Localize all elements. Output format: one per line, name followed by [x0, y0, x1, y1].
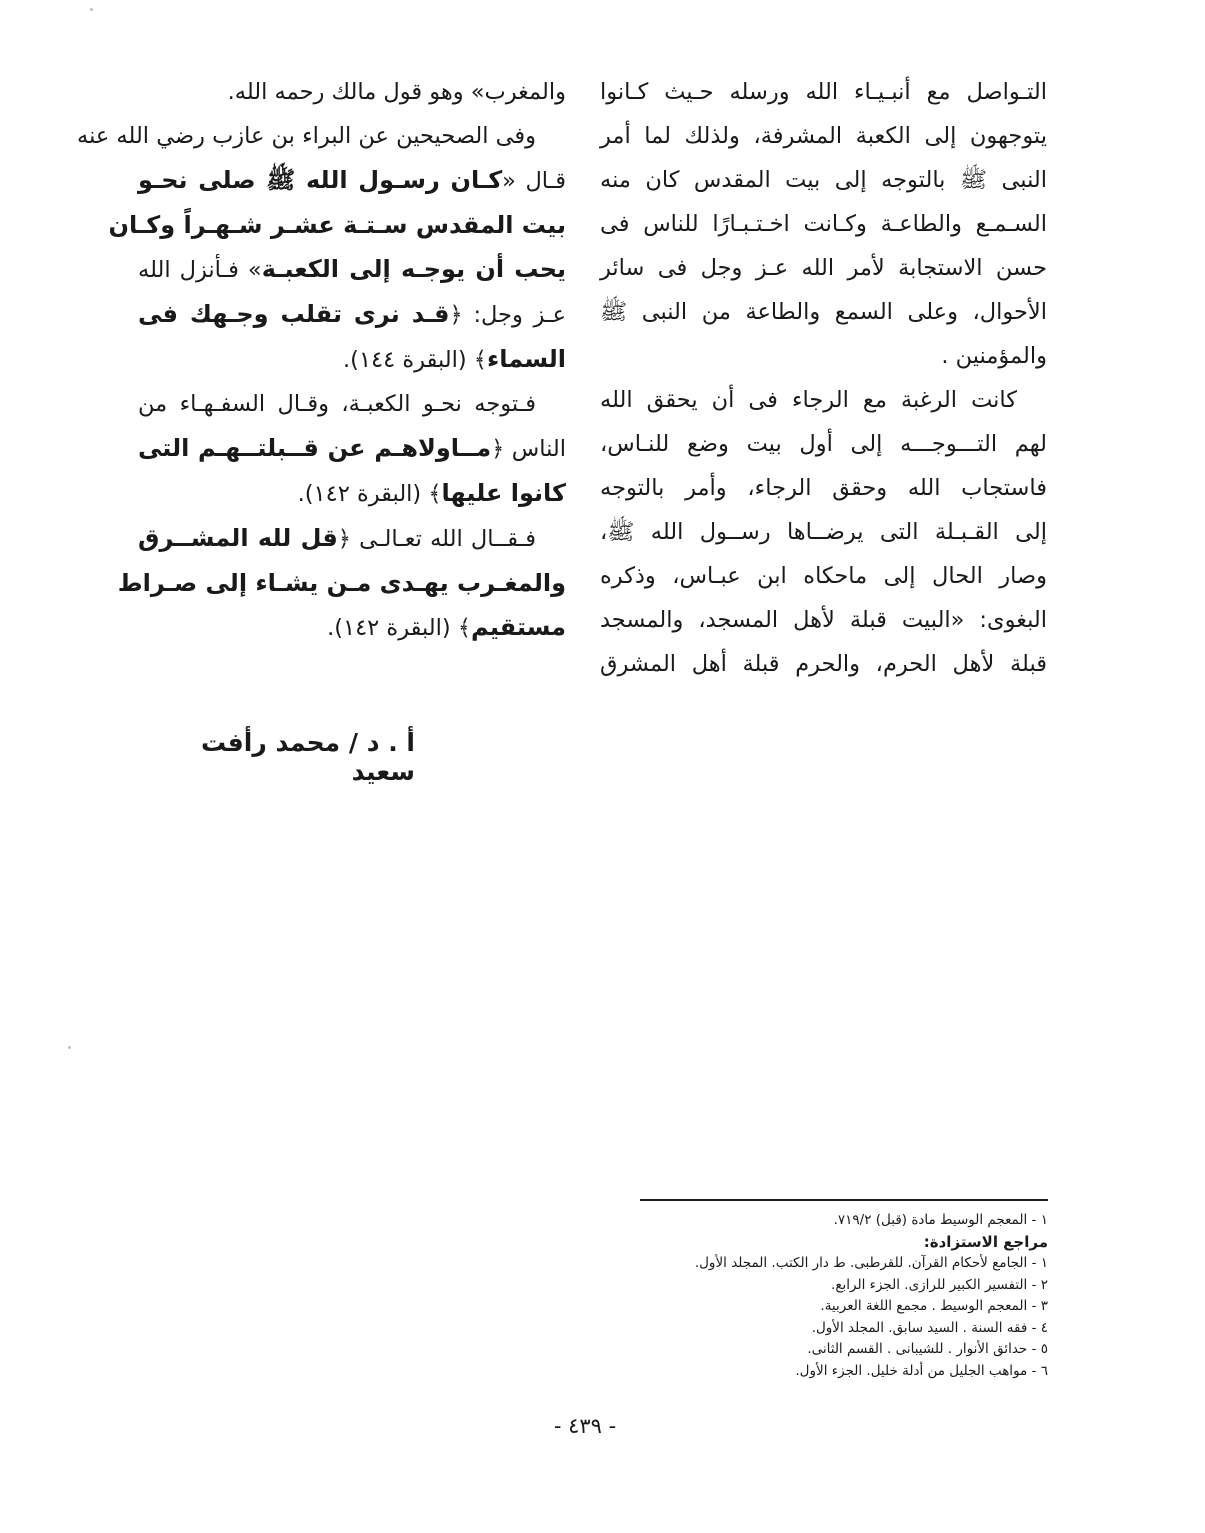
text-run: » فـأنزل الله	[138, 257, 262, 283]
text-line: لهم التـــوجـــه إلى أول بيت وضع للنـاس،	[600, 431, 1047, 457]
text-line	[138, 247, 566, 292]
text-line: يتوجهون إلى الكعبة المشرفة، ولذلك لما أمر	[600, 123, 1047, 149]
text-line: قبلة لأهل الحرم، والحرم قبلة أهل المشرق	[600, 651, 1047, 677]
reference-item: ٢ - التفسير الكبير للرازى. الجزء الرابع.	[831, 1276, 1048, 1293]
text-line: والمؤمنين .	[941, 343, 1047, 369]
author-signature: أ . د / محمد رأفت سعيد	[200, 728, 415, 786]
reference-item: ٦ - مواهب الجليل من أدلة خليل. الجزء الأول.	[795, 1362, 1048, 1379]
text-line: الأحوال، وعلى السمع والطاعة من النبى ﷺ	[600, 299, 1047, 325]
reference-item: ٣ - المعجم الوسيط . مجمع اللغة العربية.	[820, 1298, 1048, 1314]
text-line: كانت الرغبة مع الرجاء فى أن يحقق الله	[600, 387, 1017, 413]
text-line	[138, 292, 566, 337]
reference-item: ٥ - حدائق الأنوار . للشيبانى . القسم الثانى.	[807, 1341, 1048, 1357]
quran-verse: كانوا عليها	[441, 479, 566, 507]
scan-artifact	[90, 8, 93, 11]
text-run: ﴾ (البقرة ١٤٢).	[297, 481, 442, 507]
reference-item: ٤ - فقه السنة . السيد سابق. المجلد الأول.	[811, 1319, 1048, 1336]
text-line	[138, 516, 566, 561]
text-run: قـال «	[502, 168, 567, 194]
right-paragraph-1	[600, 70, 1047, 378]
footnote-divider	[640, 1199, 1048, 1201]
left-column	[77, 70, 567, 650]
text-line: التـواصل مع أنبـيـاء الله ورسله حـيث كـانوا	[600, 79, 1047, 105]
text-run: الناس ﴿	[491, 436, 567, 462]
hadith-text: كـان رسـول الله ﷺ صلى نحـو	[138, 166, 503, 194]
right-column	[600, 70, 1047, 686]
text-line	[138, 426, 566, 471]
reference-item: ١ - الجامع لأحكام القرآن. للقرطبى. ط دار الكتب. المجلد الأول.	[694, 1255, 1048, 1271]
footnote-item: ١ - المعجم الوسيط مادة (قبل) ٧١٩/٢.	[833, 1212, 1048, 1228]
text-line	[138, 337, 566, 382]
references-heading: مراجع الاستزادة:	[923, 1232, 1048, 1251]
text-run: ﴾ (البقرة ١٤٢).	[327, 615, 472, 641]
hadith-text: بيت المقدس سـتـة عشـر شـهـراً وكـان	[108, 211, 566, 239]
quran-verse: مستقيم	[471, 613, 566, 641]
text-run: فـقــال الله تعـالـى ﴿	[337, 526, 536, 552]
text-line: البغوى: «البيت قبلة لأهل المسجد، والمسجد	[600, 607, 1047, 633]
text-line: السـمـع والطاعـة وكـانت اخـتـبـارًا للناس فى	[600, 211, 1047, 237]
quran-verse: والمغـرب يهـدى مـن يشـاء إلى صـراط	[117, 569, 566, 597]
text-line: النبى ﷺ بالتوجه إلى بيت المقدس كان منه	[600, 167, 1047, 193]
quran-verse: مــاولاهـم عن قــبلتــهـم التى	[138, 434, 492, 462]
text-line: والمغرب» وهو قول مالك رحمه الله.	[227, 79, 566, 105]
text-run: ﴾ (البقرة ١٤٤).	[343, 347, 487, 373]
quran-verse: قـد نرى تقلب وجـهك فى	[138, 300, 450, 328]
text-line: حسن الاستجابة لأمر الله عـز وجل فى سائر	[600, 255, 1047, 281]
text-line	[138, 605, 566, 650]
text-line: إلى القـبـلة التى يرضــاها رســول الله ﷺ،	[600, 519, 1047, 545]
text-line	[138, 471, 566, 516]
text-line: وصار الحال إلى ماحكاه ابن عبـاس، وذكره	[600, 563, 1047, 589]
right-paragraph-2	[600, 378, 1047, 686]
quran-verse: قل لله المشــرق	[138, 524, 338, 552]
text-line: فـتوجه نحـو الكعبـة، وقـال السفـهـاء من	[138, 391, 536, 417]
hadith-text: يحب أن يوجـه إلى الكعبـة	[261, 255, 566, 283]
page-number: - ٤٣٩ -	[553, 1414, 617, 1438]
text-run: عـز وجل: ﴿	[449, 302, 566, 328]
footnotes	[560, 1210, 1048, 1382]
scan-artifact	[68, 1046, 71, 1049]
text-line	[138, 158, 566, 203]
text-line: فاستجاب الله وحقق الرجاء، وأمر بالتوجه	[600, 475, 1047, 501]
text-line: وفى الصحيحين عن البراء بن عازب رضي الله عنه	[77, 123, 536, 149]
quran-verse: السماء	[486, 345, 566, 373]
